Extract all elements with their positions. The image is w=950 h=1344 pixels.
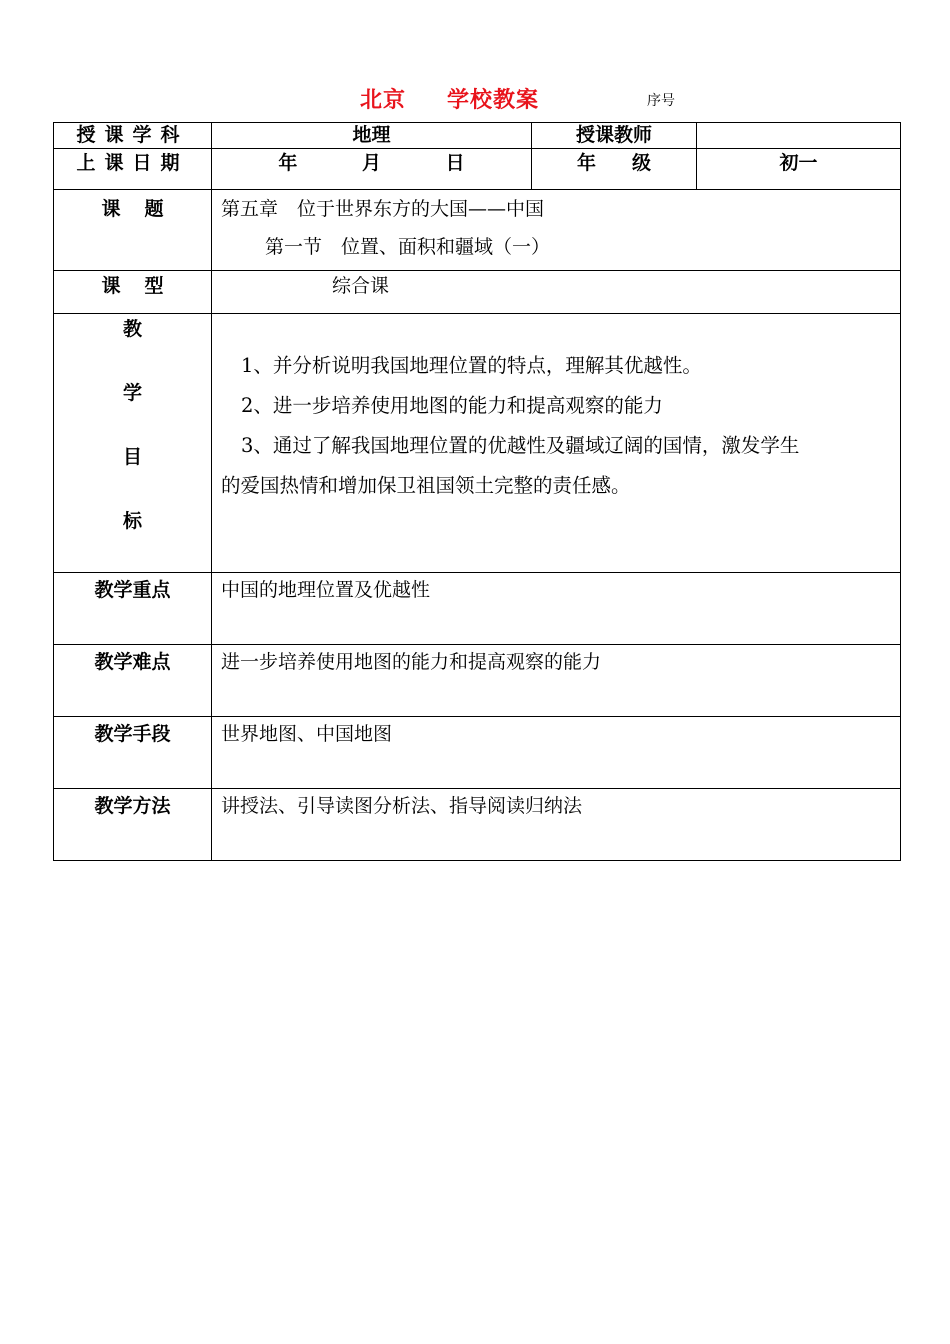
grade-label-2: 级 xyxy=(632,152,652,174)
row-method xyxy=(54,789,901,861)
row-difficulty xyxy=(54,645,901,717)
date-label: 上课日期 xyxy=(54,149,212,190)
date-month: 月 xyxy=(361,152,381,174)
method-label: 教学方法 xyxy=(54,789,212,861)
key-points-value: 中国的地理位置及优越性 xyxy=(212,573,901,645)
subject-label: 授课学科 xyxy=(54,123,212,149)
teacher-label: 授课教师 xyxy=(532,123,697,149)
goals-value xyxy=(212,314,901,573)
goal-item-1: 1、并分析说明我国地理位置的特点，理解其优越性。 xyxy=(241,354,702,377)
document-header xyxy=(0,83,950,117)
row-type xyxy=(54,271,901,314)
grade-value: 初一 xyxy=(697,149,901,190)
method-value: 讲授法、引导读图分析法、指导阅读归纳法 xyxy=(212,789,901,861)
date-year: 年 xyxy=(278,152,298,174)
type-value xyxy=(212,271,901,314)
goal-item-3-cont: 的爱国热情和增加保卫祖国领土完整的责任感。 xyxy=(221,474,631,497)
topic-label xyxy=(54,190,212,271)
goals-label-char-1: 教 xyxy=(122,318,142,340)
serial-number-label: 序号 xyxy=(647,93,675,109)
goals-label xyxy=(54,314,212,573)
row-goals xyxy=(54,314,901,573)
subject-value: 地理 xyxy=(212,123,532,149)
row-date xyxy=(54,149,901,190)
row-means xyxy=(54,717,901,789)
topic-chapter: 第五章 位于世界东方的大国——中国 xyxy=(221,198,545,220)
topic-label-2: 题 xyxy=(144,198,164,220)
row-subject xyxy=(54,123,901,149)
goal-item-2: 2、进一步培养使用地图的能力和提高观察的能力 xyxy=(241,394,663,417)
grade-label xyxy=(532,149,697,190)
type-label-1: 课 xyxy=(101,275,121,297)
key-points-label: 教学重点 xyxy=(54,573,212,645)
topic-label-1: 课 xyxy=(101,198,121,220)
row-key-points xyxy=(54,573,901,645)
topic-value xyxy=(212,190,901,271)
type-label xyxy=(54,271,212,314)
topic-section: 第一节 位置、面积和疆域（一） xyxy=(265,236,551,258)
goal-item-3: 3、通过了解我国地理位置的优越性及疆域辽阔的国情，激发学生 xyxy=(241,434,800,457)
goals-label-char-3: 目 xyxy=(122,446,142,468)
difficulty-label: 教学难点 xyxy=(54,645,212,717)
lesson-plan-table xyxy=(53,122,901,861)
goals-label-char-2: 学 xyxy=(122,382,142,404)
difficulty-value: 进一步培养使用地图的能力和提高观察的能力 xyxy=(212,645,901,717)
teacher-value[interactable] xyxy=(697,123,901,149)
means-value: 世界地图、中国地图 xyxy=(212,717,901,789)
date-day: 日 xyxy=(445,152,465,174)
title-lesson-plan: 学校教案 xyxy=(447,88,540,113)
date-value[interactable] xyxy=(212,149,532,190)
grade-label-1: 年 xyxy=(576,152,596,174)
type-value-text: 综合课 xyxy=(332,275,390,297)
row-topic xyxy=(54,190,901,271)
title-city: 北京 xyxy=(360,88,407,113)
goals-label-char-4: 标 xyxy=(122,510,142,532)
means-label: 教学手段 xyxy=(54,717,212,789)
type-label-2: 型 xyxy=(144,275,164,297)
